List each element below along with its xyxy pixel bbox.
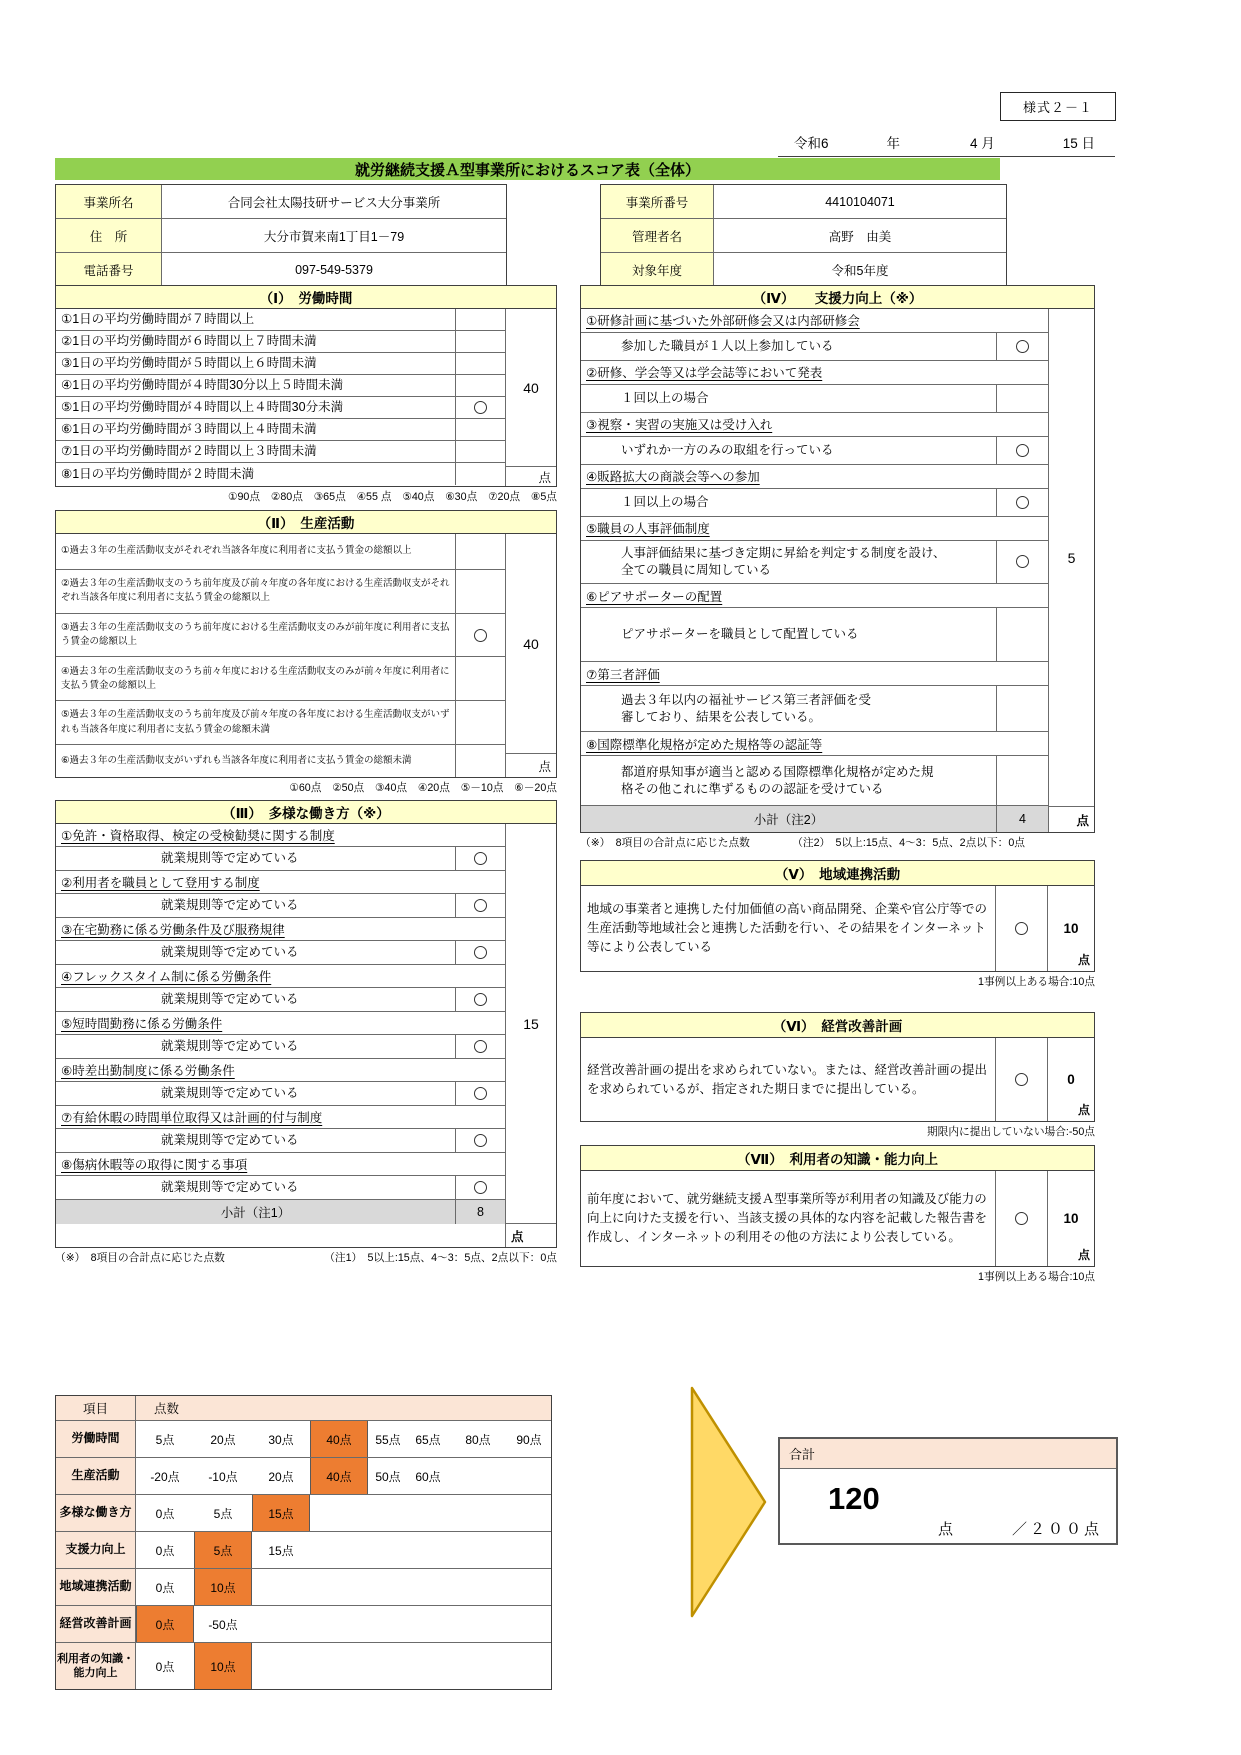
item-detail-row: １回以上の場合 — [581, 385, 1048, 413]
summary-cell — [448, 1606, 508, 1642]
info-value: 合同会社太陽技研サービス大分事業所 — [227, 195, 441, 210]
summary-cell: 40点 — [310, 1458, 368, 1494]
subtotal-value: 4 — [996, 806, 1048, 832]
check-circle — [1015, 1212, 1028, 1225]
diverse-work-footnote: （※） 8項目の合計点に応じた点数 （注1） 5以上:15点、4～3：5点、2点以下：0点 — [55, 1252, 557, 1264]
date-era-year: 令和6 — [794, 136, 829, 151]
total-body — [780, 1469, 1116, 1546]
check-circle — [474, 852, 487, 865]
community-score-unit: 点 — [1077, 953, 1090, 967]
community-score-cell — [1047, 886, 1094, 971]
item-heading: ⑤職員の人事評価制度 — [581, 517, 1048, 541]
section-diverse-work-title: （Ⅲ） 多様な働き方（※） — [55, 800, 557, 824]
summary-cell — [508, 1606, 550, 1642]
summary-cell: 30点 — [268, 1432, 294, 1447]
check-circle — [474, 1040, 487, 1053]
section-community-title: （Ⅴ） 地域連携活動 — [580, 860, 1095, 886]
info-value: 高野 由美 — [828, 229, 892, 244]
support-score-unit: 点 — [1049, 806, 1094, 832]
summary-cell — [448, 1569, 508, 1605]
summary-cell — [408, 1495, 448, 1531]
production-footnote: ①60点 ②50点 ③40点 ④20点 ⑤－10点 ⑥－20点 — [289, 782, 557, 794]
item-detail-row: 過去３年以内の福祉サービス第三者評価を受審しており、結果を公表している。 — [581, 686, 1048, 732]
community-score: 10 — [1063, 921, 1079, 936]
summary-cell — [368, 1643, 408, 1689]
item-heading: ④フレックスタイム制に係る労働条件 — [56, 965, 505, 988]
section-production — [55, 510, 557, 795]
summary-row-community: 地域連携活動 0点 10点 — [56, 1569, 551, 1606]
section-user-knowledge-title: （Ⅶ） 利用者の知識・能力向上 — [580, 1145, 1095, 1171]
item-detail-row: 就業規則等で定めている — [56, 988, 505, 1012]
summary-cell: 5点 — [194, 1532, 252, 1568]
summary-cell — [252, 1606, 310, 1642]
support-footnote: （※） 8項目の合計点に応じた点数 （注2） 5以上:15点、4～3：5点、2点以下：0点 — [580, 837, 1025, 849]
summary-cell — [310, 1606, 368, 1642]
summary-cell — [310, 1643, 368, 1689]
production-row: ②過去３年の生産活動収支のうち前年度及び前々年度の各年度における生産活動収支がそれぞれ当該各年度に利用者に支払う賃金の総額以上 — [56, 570, 505, 614]
info-label: 対象年度 — [601, 253, 714, 286]
item-heading: ②利用者を職員として登用する制度 — [56, 871, 505, 894]
info-row — [601, 253, 1006, 286]
worktime-row: ①1日の平均労働時間が７時間以上 — [56, 309, 505, 331]
item-detail-row: 就業規則等で定めている — [56, 941, 505, 965]
summary-header-score: 点数 — [154, 1402, 180, 1416]
check-circle — [474, 899, 487, 912]
info-row — [56, 253, 506, 286]
summary-cell: 40点 — [310, 1421, 368, 1457]
info-row — [601, 185, 1006, 219]
summary-cell — [408, 1532, 448, 1568]
summary-row-diverse-work: 多様な働き方 0点 5点 15点 — [56, 1495, 551, 1532]
user-knowledge-footnote: 1事例以上ある場合:10点 — [978, 1271, 1095, 1283]
info-label: 事業所番号 — [601, 185, 714, 218]
check-circle — [474, 993, 487, 1006]
worktime-row: ⑥1日の平均労働時間が３時間以上４時間未満 — [56, 419, 505, 441]
management-score-unit: 点 — [1077, 1103, 1090, 1117]
check-circle — [474, 1134, 487, 1147]
info-value: 097-549-5379 — [295, 262, 373, 277]
summary-cell: 0点 — [155, 1506, 175, 1521]
item-heading: ①研修計画に基づいた外部研修会又は内部研修会 — [581, 309, 1048, 333]
check-circle — [1016, 555, 1029, 568]
summary-cell: 0点 — [155, 1580, 175, 1595]
subtotal-row: 小計（注2） 4 — [581, 806, 1048, 832]
community-footnote: 1事例以上ある場合:10点 — [978, 976, 1095, 988]
summary-cell: 90点 — [516, 1432, 542, 1447]
summary-cell: 0点 — [155, 1543, 175, 1558]
worktime-row: ②1日の平均労働時間が６時間以上７時間未満 — [56, 331, 505, 353]
user-knowledge-score: 10 — [1063, 1211, 1079, 1226]
summary-cell: 0点 — [155, 1659, 175, 1674]
summary-cell — [408, 1569, 448, 1605]
summary-row-production: 生産活動 -20点 -10点 20点 40点 50点 60点 — [56, 1458, 551, 1495]
production-row: ⑤過去３年の生産活動収支のうち前年度及び前々年度の各年度における生産活動収支がいずれも当該各年度に利用者に支払う賃金の総額未満 — [56, 701, 505, 745]
info-label: 管理者名 — [601, 219, 714, 252]
worktime-row: ③1日の平均労働時間が５時間以上６時間未満 — [56, 353, 505, 375]
community-text: 地域の事業者と連携した付加価値の高い商品開発、企業や官公庁等での生産活動等地域社会と連携した活動を行い、その結果をインターネット等により公表している — [587, 902, 988, 954]
date-line — [778, 122, 1115, 157]
section-management-title: （Ⅵ） 経営改善計画 — [580, 1012, 1095, 1038]
total-label: 合計 — [780, 1439, 1116, 1469]
summary-cell — [508, 1458, 550, 1494]
check-circle — [1016, 340, 1029, 353]
summary-cell — [448, 1532, 508, 1568]
summary-row-worktime: 労働時間 5点 20点 30点 40点 55点 65点 80点 90点 — [56, 1421, 551, 1458]
info-value: 令和5年度 — [831, 263, 889, 278]
summary-cell — [368, 1569, 408, 1605]
item-detail-row: 就業規則等で定めている — [56, 894, 505, 918]
diverse-work-score: 15 — [523, 1015, 539, 1032]
form-code-box — [1000, 92, 1116, 121]
item-heading: ③視察・実習の実施又は受け入れ — [581, 413, 1048, 437]
section-production-title: （Ⅱ） 生産活動 — [55, 510, 557, 534]
worktime-row: ⑦1日の平均労働時間が２時間以上３時間未満 — [56, 441, 505, 463]
section-worktime-title: （Ⅰ） 労働時間 — [55, 285, 557, 309]
check-circle — [1015, 922, 1028, 935]
management-footnote: 期限内に提出していない場合:-50点 — [926, 1126, 1095, 1138]
info-value: 大分市賀来南1丁目1－79 — [263, 229, 405, 244]
management-text: 経営改善計画の提出を求められていない。または、経営改善計画の提出を求められているが、指定された期日までに提出している。 — [587, 1062, 988, 1096]
summary-cell — [368, 1495, 408, 1531]
arrow-right-icon — [690, 1386, 768, 1623]
item-heading: ④販路拡大の商談会等への参加 — [581, 465, 1048, 489]
check-circle — [474, 1087, 487, 1100]
date-day: 15 日 — [1062, 136, 1096, 151]
management-score: 0 — [1067, 1072, 1075, 1087]
summary-cell: -10点 — [208, 1469, 238, 1484]
office-info-table — [55, 184, 507, 287]
summary-cell — [508, 1643, 550, 1689]
subtotal-value: 8 — [455, 1200, 505, 1224]
worktime-row: ④1日の平均労働時間が４時間30分以上５時間未満 — [56, 375, 505, 397]
item-detail-row: 就業規則等で定めている — [56, 1176, 505, 1200]
summary-cell — [252, 1643, 310, 1689]
summary-cell: 0点 — [136, 1606, 194, 1642]
total-denominator: ／２００点 — [1011, 1521, 1102, 1538]
user-knowledge-score-cell — [1047, 1171, 1094, 1266]
summary-cell — [368, 1532, 408, 1568]
check-circle — [474, 401, 487, 414]
production-score: 40 — [523, 635, 539, 652]
user-knowledge-score-unit: 点 — [1077, 1248, 1090, 1262]
summary-cell: 10点 — [194, 1569, 252, 1605]
item-heading: ③在宅勤務に係る労働条件及び服務規律 — [56, 918, 505, 941]
section-diverse-work — [55, 800, 557, 1265]
summary-cell — [508, 1495, 550, 1531]
summary-row-management: 経営改善計画 0点 -50点 — [56, 1606, 551, 1643]
item-heading: ②研修、学会等又は学会誌等において発表 — [581, 361, 1048, 385]
section-user-knowledge — [580, 1145, 1095, 1284]
worktime-footnote: ①90点 ②80点 ③65点 ④55 点 ⑤40点 ⑥30点 ⑦20点 ⑧5点 — [227, 491, 557, 503]
item-detail-row: 就業規則等で定めている — [56, 1035, 505, 1059]
form-code-label: 様式２－１ — [1022, 100, 1093, 115]
summary-header-item: 項目 — [56, 1396, 136, 1420]
item-detail-row: 就業規則等で定めている — [56, 1082, 505, 1106]
summary-cell — [508, 1532, 550, 1568]
item-heading: ⑦第三者評価 — [581, 662, 1048, 686]
production-row: ①過去３年の生産活動収支がそれぞれ当該各年度に利用者に支払う賃金の総額以上 — [56, 534, 505, 570]
summary-cell — [508, 1569, 550, 1605]
item-detail-row: 人事評価結果に基づき定期に昇給を判定する制度を設け、全ての職員に周知している — [581, 541, 1048, 585]
check-circle — [474, 946, 487, 959]
summary-cell: 80点 — [465, 1432, 491, 1447]
production-row: ⑥過去３年の生産活動収支がいずれも当該各年度に利用者に支払う賃金の総額未満 — [56, 745, 505, 777]
subtotal-row: 小計（注1） 8 — [56, 1200, 505, 1224]
item-heading: ⑦有給休暇の時間単位取得又は計画的付与制度 — [56, 1106, 505, 1129]
item-detail-row: ピアサポーターを職員として配置している — [581, 608, 1048, 662]
summary-cell: 55点 — [375, 1432, 401, 1447]
date-month: 4 月 — [970, 136, 995, 151]
summary-cell: 10点 — [194, 1643, 252, 1689]
item-heading: ⑧傷病休暇等の取得に関する事項 — [56, 1153, 505, 1176]
item-detail-row: 就業規則等で定めている — [56, 1129, 505, 1153]
worktime-row: ⑧1日の平均労働時間が２時間未満 — [56, 463, 505, 485]
summary-cell — [448, 1495, 508, 1531]
summary-cell: 5点 — [213, 1506, 233, 1521]
page-title-text: 就労継続支援Ａ型事業所におけるスコア表（全体） — [354, 161, 700, 179]
page-title — [55, 158, 1000, 180]
info-label: 住 所 — [56, 219, 162, 252]
summary-cell: 65点 — [415, 1432, 441, 1447]
section-worktime — [55, 285, 557, 504]
item-detail-row: 都道府県知事が適当と認める国際標準化規格が定めた規格その他これに準ずるものの認証を受けている — [581, 756, 1048, 806]
info-label: 電話番号 — [56, 253, 162, 286]
summary-cell: 20点 — [268, 1469, 294, 1484]
summary-cell — [368, 1606, 408, 1642]
summary-cell: 15点 — [252, 1495, 310, 1531]
summary-cell: 50点 — [375, 1469, 401, 1484]
check-circle — [474, 1181, 487, 1194]
total-value: 120 — [828, 1481, 880, 1516]
info-row — [56, 185, 506, 219]
section-support-title: （Ⅳ） 支援力向上（※） — [580, 285, 1095, 309]
total-score-box — [778, 1437, 1118, 1545]
summary-row-support: 支援力向上 0点 5点 15点 — [56, 1532, 551, 1569]
item-detail-row: １回以上の場合 — [581, 489, 1048, 517]
summary-cell — [310, 1532, 368, 1568]
summary-cell: 20点 — [210, 1432, 236, 1447]
item-heading: ⑥時差出勤制度に係る労働条件 — [56, 1059, 505, 1082]
support-score: 5 — [1067, 549, 1076, 566]
date-year-suffix: 年 — [886, 136, 901, 151]
info-row — [601, 219, 1006, 253]
item-detail-row: 参加した職員が１人以上参加している — [581, 333, 1048, 361]
check-circle — [1015, 1073, 1028, 1086]
summary-cell: 60点 — [415, 1469, 441, 1484]
summary-cell — [310, 1495, 368, 1531]
summary-cell — [448, 1643, 508, 1689]
production-row: ④過去３年の生産活動収支のうち前々年度における生産活動収支のみが前々年度に利用者に支払う賃金の総額以上 — [56, 657, 505, 701]
info-value: 4410104071 — [825, 194, 895, 209]
summary-cell — [448, 1458, 508, 1494]
summary-cell: 5点 — [155, 1432, 175, 1447]
summary-cell: 15点 — [268, 1543, 294, 1558]
summary-cell: -20点 — [150, 1469, 180, 1484]
check-circle — [474, 629, 487, 642]
info-row — [56, 219, 506, 253]
check-circle — [1016, 496, 1029, 509]
info-label: 事業所名 — [56, 185, 162, 218]
user-knowledge-text: 前年度において、就労継続支援Ａ型事業所等が利用者の知識及び能力の向上に向けた支援を行い、当該支援の具体的な内容を記載した報告書を作成し、インターネットの利用その他の方法により公表している。 — [587, 1192, 988, 1244]
item-heading: ⑤短時間勤務に係る労働条件 — [56, 1012, 505, 1035]
summary-header-row — [56, 1396, 551, 1421]
item-heading: ⑥ピアサポーターの配置 — [581, 584, 1048, 608]
summary-cell: -50点 — [208, 1617, 238, 1632]
worktime-row: ⑤1日の平均労働時間が４時間以上４時間30分未満 — [56, 397, 505, 419]
section-support-improvement — [580, 285, 1095, 850]
worktime-score: 40 — [523, 379, 539, 396]
office-info-table-right — [600, 184, 1007, 287]
item-heading: ⑧国際標準化規格が定めた規格等の認証等 — [581, 732, 1048, 756]
summary-row-user-knowledge: 利用者の知識・能力向上 0点 10点 — [56, 1643, 551, 1689]
summary-cell — [310, 1569, 368, 1605]
section-community — [580, 860, 1095, 989]
total-unit: 点 — [938, 1521, 954, 1538]
item-detail-row: 就業規則等で定めている — [56, 847, 505, 871]
summary-cell — [252, 1569, 310, 1605]
item-detail-row: いずれか一方のみの取組を行っている — [581, 437, 1048, 465]
management-score-cell — [1047, 1038, 1094, 1121]
production-score-unit: 点 — [506, 753, 556, 777]
section-management-plan — [580, 1012, 1095, 1139]
item-heading: ①免許・資格取得、検定の受検勧奨に関する制度 — [56, 824, 505, 847]
production-row: ③過去３年の生産活動収支のうち前年度における生産活動収支のみが前年度に利用者に支払う賃金の総額以上 — [56, 614, 505, 658]
diverse-work-score-unit: 点 — [506, 1223, 556, 1247]
summary-cell — [408, 1643, 448, 1689]
check-circle — [1016, 444, 1029, 457]
score-summary-table — [55, 1395, 552, 1690]
worktime-score-unit: 点 — [506, 466, 556, 486]
summary-cell — [408, 1606, 448, 1642]
